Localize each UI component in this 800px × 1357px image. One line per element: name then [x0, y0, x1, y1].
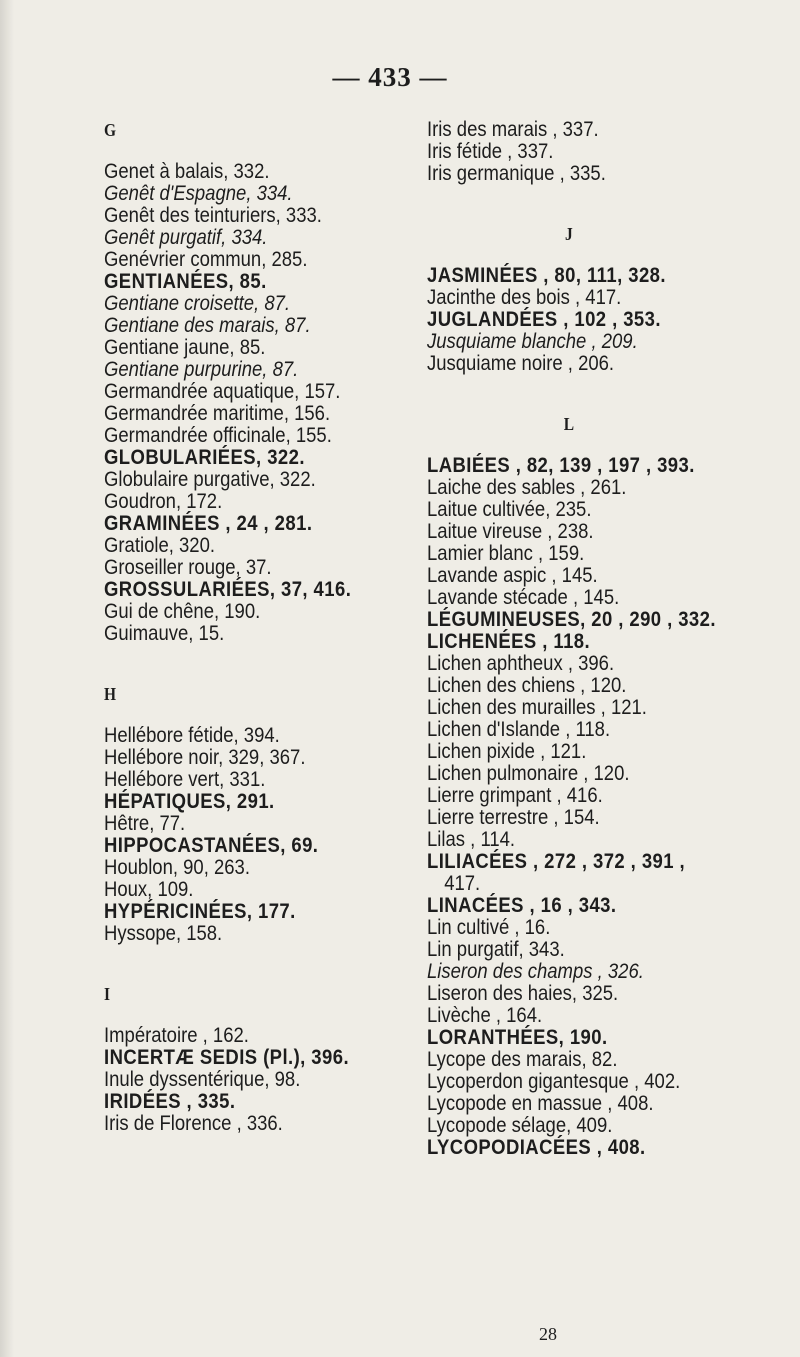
- index-entry: Liseron des champs , 326.: [427, 959, 644, 983]
- index-entry: Globulaire purgative, 322.: [104, 467, 316, 491]
- index-entry: Impératoire , 162.: [104, 1023, 249, 1047]
- index-entry: Lierre grimpant , 416.: [427, 783, 603, 807]
- index-entry: Laitue vireuse , 238.: [427, 519, 594, 543]
- index-entry-family: LABIÉES , 82, 139 , 197 , 393.: [427, 453, 695, 477]
- index-entry-family: LINACÉES , 16 , 343.: [427, 893, 617, 917]
- index-entry: Lycopode sélage, 409.: [427, 1113, 613, 1137]
- index-entry: Lin purgatif, 343.: [427, 937, 565, 961]
- section-letter: I: [104, 984, 111, 1004]
- index-entry-family: GROSSULARIÉES, 37, 416.: [104, 577, 352, 601]
- section-letter: L: [563, 414, 575, 434]
- index-column-left: [104, 118, 362, 1134]
- index-entry: Iris des marais , 337.: [427, 117, 599, 141]
- index-entry: Genêt d'Espagne, 334.: [104, 181, 293, 205]
- index-entry: Gui de chêne, 190.: [104, 599, 261, 623]
- index-entry: Genêt purgatif, 334.: [104, 225, 268, 249]
- index-entry-family: HYPÉRICINÉES, 177.: [104, 899, 296, 923]
- index-entry: Germandrée aquatique, 157.: [104, 379, 341, 403]
- index-entry-family: LYCOPODIACÉES , 408.: [427, 1135, 646, 1159]
- index-entry: Laitue cultivée, 235.: [427, 497, 592, 521]
- index-entry: Lamier blanc , 159.: [427, 541, 585, 565]
- index-entry-family: IRIDÉES , 335.: [104, 1089, 236, 1113]
- index-entry: Houx, 109.: [104, 877, 194, 901]
- index-entry: Iris germanique , 335.: [427, 161, 606, 185]
- index-entry: Inule dyssentérique, 98.: [104, 1067, 301, 1091]
- index-entry: Livèche , 164.: [427, 1003, 543, 1027]
- index-entry: Germandrée officinale, 155.: [104, 423, 332, 447]
- index-entry: Genet à balais, 332.: [104, 159, 270, 183]
- index-entry: Lichen des chiens , 120.: [427, 673, 627, 697]
- index-entry-family: JUGLANDÉES , 102 , 353.: [427, 307, 661, 331]
- index-entry: Lycoperdon gigantesque , 402.: [427, 1069, 681, 1093]
- index-entry-family: LILIACÉES , 272 , 372 , 391 ,: [427, 849, 686, 873]
- index-entry-family: GLOBULARIÉES, 322.: [104, 445, 305, 469]
- index-entry-family: GENTIANÉES, 85.: [104, 269, 267, 293]
- running-head: — 433 —: [332, 62, 448, 92]
- section-gap: [427, 374, 711, 412]
- index-entry: Houblon, 90, 263.: [104, 855, 250, 879]
- index-entry: Lichen des murailles , 121.: [427, 695, 647, 719]
- index-entry-family: GRAMINÉES , 24 , 281.: [104, 511, 313, 535]
- index-entry-family: LORANTHÉES, 190.: [427, 1025, 608, 1049]
- section-letter: J: [565, 224, 573, 244]
- index-entry: Gentiane des marais, 87.: [104, 313, 311, 337]
- index-entry-family: HÉPATIQUES, 291.: [104, 789, 275, 813]
- index-entry: Lichen pixide , 121.: [427, 739, 587, 763]
- index-entry: Lavande aspic , 145.: [427, 563, 598, 587]
- section-gap: [104, 644, 362, 682]
- index-entry-family: LÉGUMINEUSES, 20 , 290 , 332.: [427, 607, 716, 631]
- index-entry: Lichen aphtheux , 396.: [427, 651, 615, 675]
- index-entry: Genévrier commun, 285.: [104, 247, 308, 271]
- index-entry: 417.: [444, 871, 481, 895]
- index-entry: Iris de Florence , 336.: [104, 1111, 283, 1135]
- index-entry: Jusquiame noire , 206.: [427, 351, 615, 375]
- index-entry: Germandrée maritime, 156.: [104, 401, 331, 425]
- signature-mark: 28: [539, 1324, 557, 1344]
- index-entry: Groseiller rouge, 37.: [104, 555, 272, 579]
- index-entry: Lierre terrestre , 154.: [427, 805, 600, 829]
- index-entry: Gratiole, 320.: [104, 533, 216, 557]
- index-entry: Hellébore vert, 331.: [104, 767, 266, 791]
- section-gap: [427, 184, 711, 222]
- index-entry: Lichen pulmonaire , 120.: [427, 761, 630, 785]
- index-entry: Lin cultivé , 16.: [427, 915, 551, 939]
- index-entry: Guimauve, 15.: [104, 621, 225, 645]
- index-column-right: [427, 117, 716, 1159]
- index-entry-family: LICHENÉES , 118.: [427, 629, 591, 653]
- index-entry: Liseron des haies, 325.: [427, 981, 619, 1005]
- section-gap: [104, 944, 362, 982]
- index-entry: Hyssope, 158.: [104, 921, 223, 945]
- index-entry: Gentiane croisette, 87.: [104, 291, 291, 315]
- index-entry: Gentiane jaune, 85.: [104, 335, 266, 359]
- index-entry: Hellébore noir, 329, 367.: [104, 745, 306, 769]
- index-entry: Genêt des teinturiers, 333.: [104, 203, 322, 227]
- section-letter: H: [104, 684, 117, 704]
- index-entry: Jusquiame blanche , 209.: [427, 329, 638, 353]
- index-entry-family: INCERTÆ SEDIS (Pl.), 396.: [104, 1045, 350, 1069]
- page-binding-edge: [0, 0, 14, 1357]
- index-entry: Lichen d'Islande , 118.: [427, 717, 611, 741]
- index-entry: Lilas , 114.: [427, 827, 516, 851]
- index-entry-family: JASMINÉES , 80, 111, 328.: [427, 263, 666, 287]
- index-entry: Hellébore fétide, 394.: [104, 723, 280, 747]
- index-entry: Goudron, 172.: [104, 489, 223, 513]
- index-entry: Lycopode en massue , 408.: [427, 1091, 654, 1115]
- index-entry: Hêtre, 77.: [104, 811, 186, 835]
- index-entry: Lavande stécade , 145.: [427, 585, 620, 609]
- index-entry-family: HIPPOCASTANÉES, 69.: [104, 833, 319, 857]
- index-entry: Gentiane purpurine, 87.: [104, 357, 299, 381]
- index-entry: Jacinthe des bois , 417.: [427, 285, 622, 309]
- index-entry: Lycope des marais, 82.: [427, 1047, 618, 1071]
- index-entry: Laiche des sables , 261.: [427, 475, 627, 499]
- section-letter: G: [104, 120, 117, 140]
- index-entry: Iris fétide , 337.: [427, 139, 554, 163]
